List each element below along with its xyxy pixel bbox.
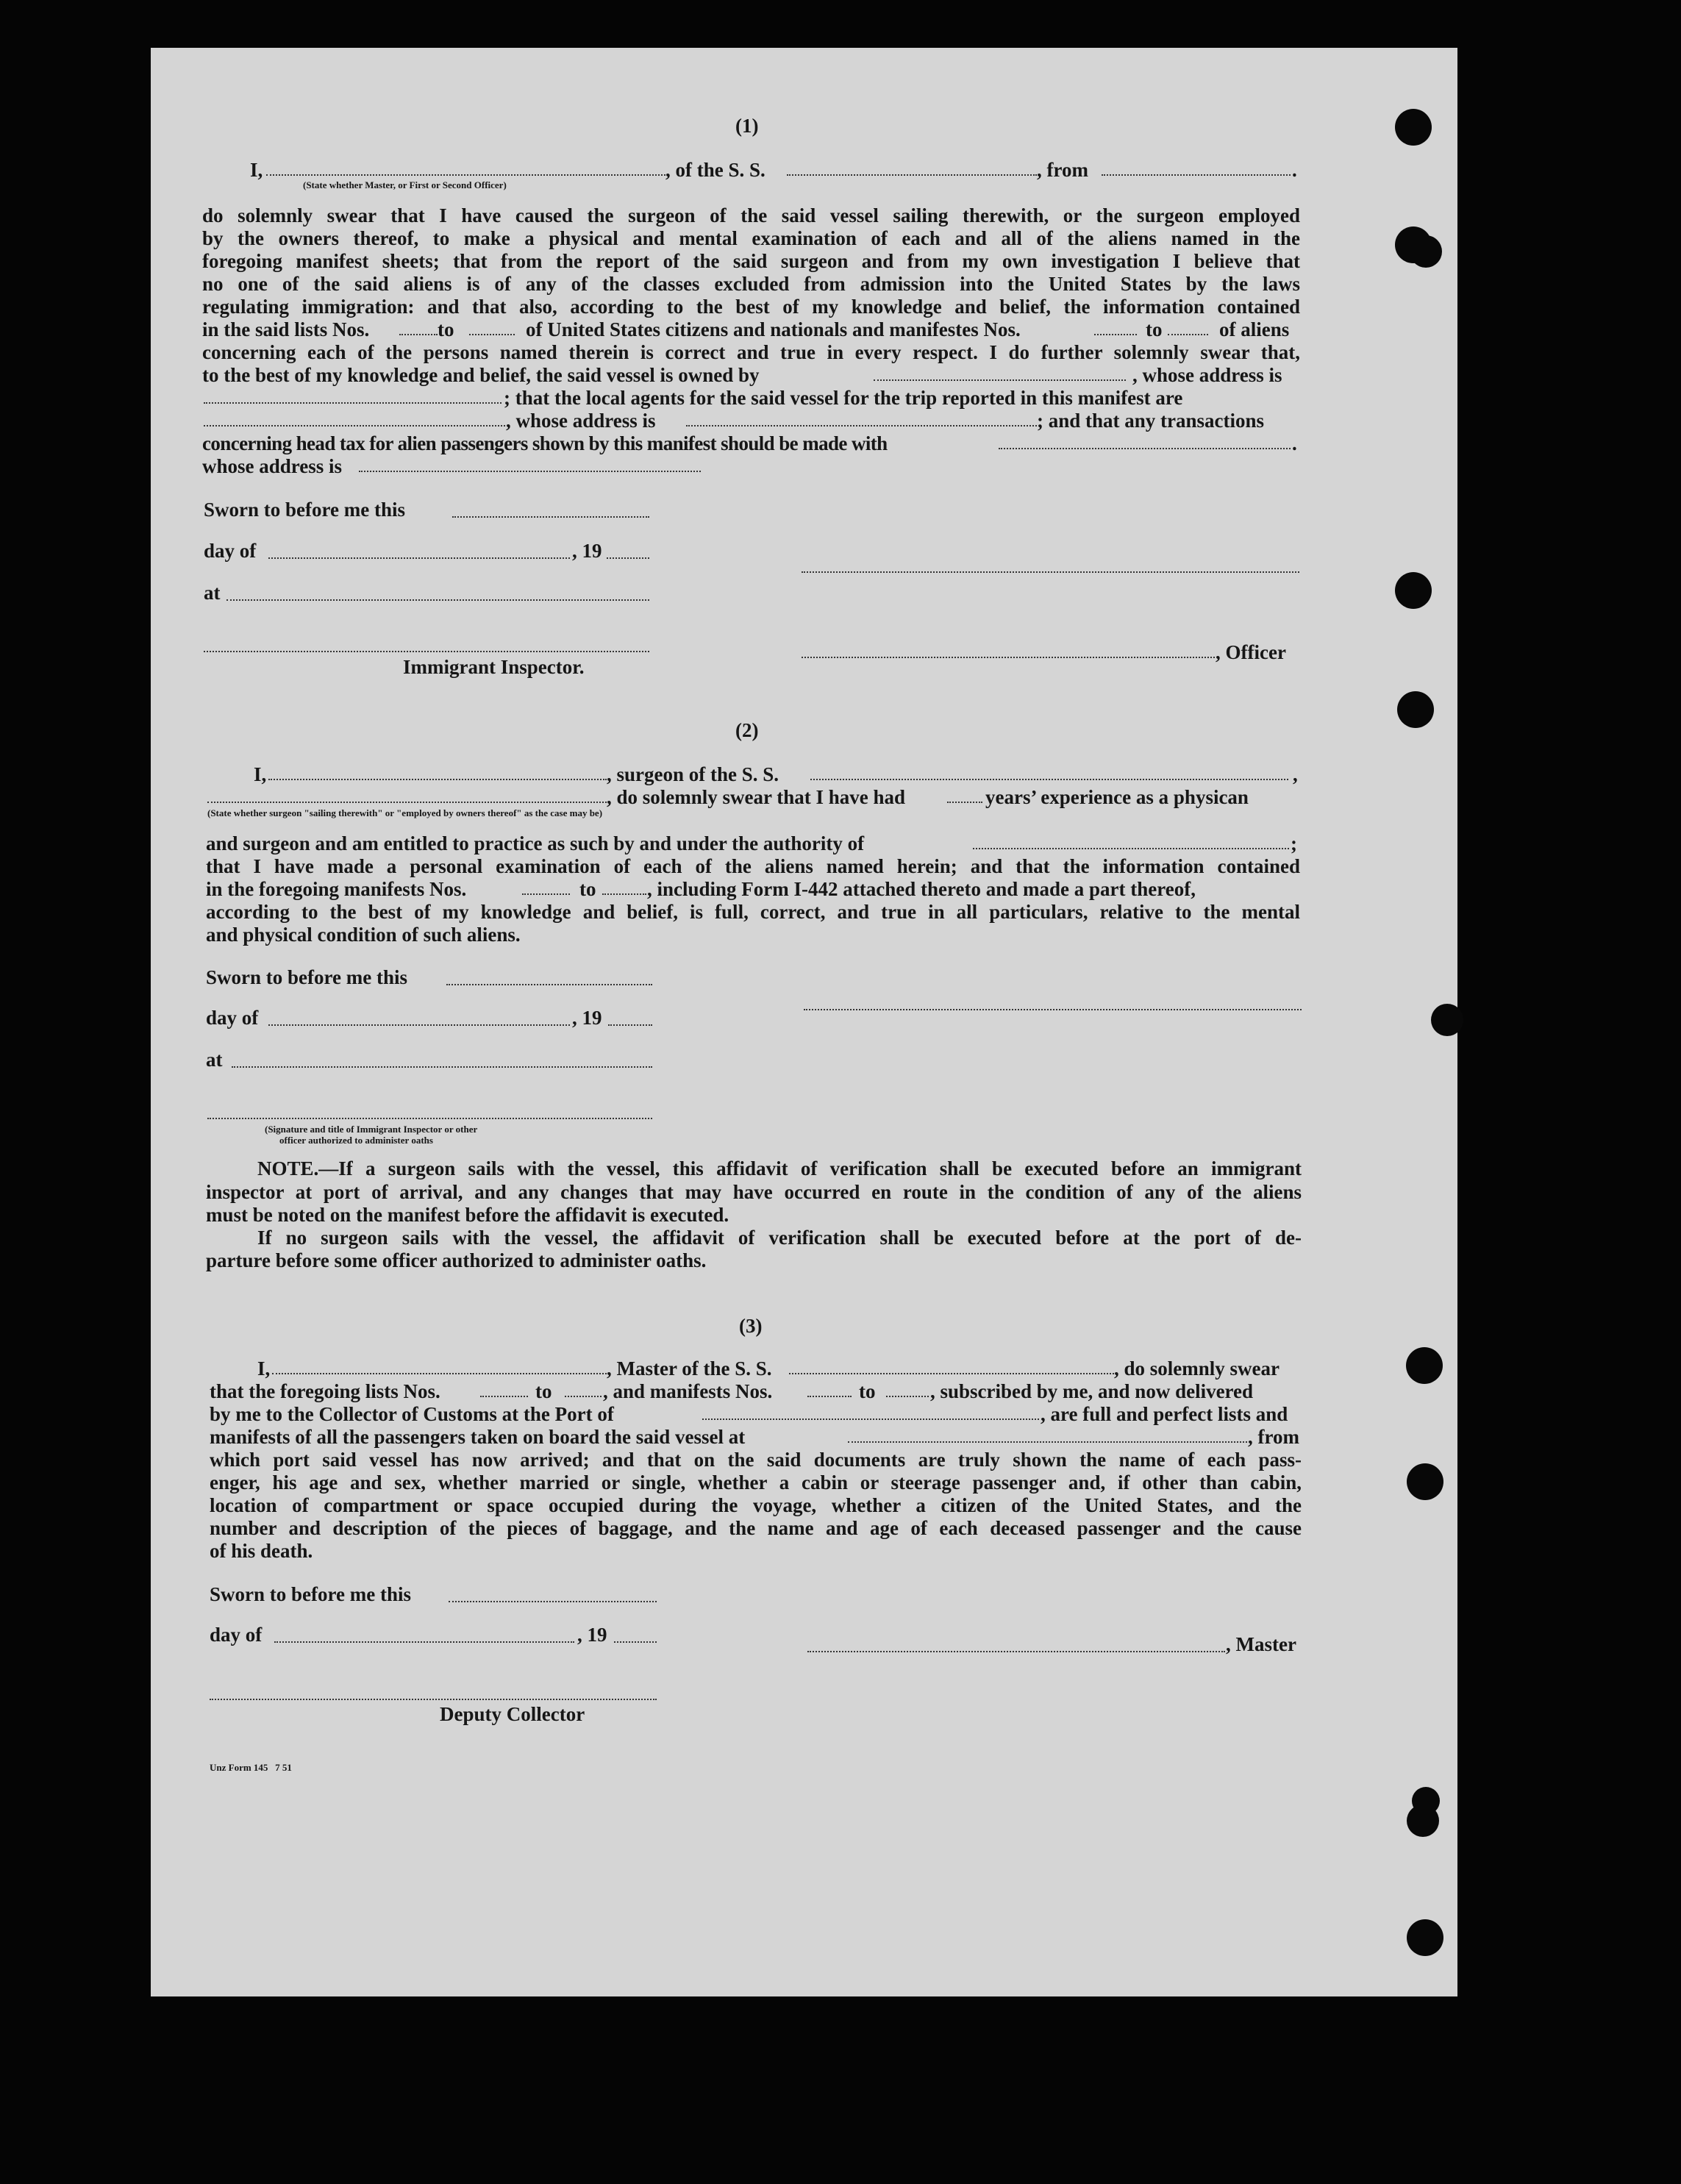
s2-line5-to: to: [579, 878, 596, 900]
s3-line9: of his death.: [210, 1540, 313, 1562]
s3-ship-name-field[interactable]: [789, 1373, 1114, 1374]
s3-month-field[interactable]: [274, 1641, 574, 1643]
s1-day-label: day of: [204, 540, 257, 562]
note-line-1: NOTE.—If a surgeon sails with the vessel, this affidavit of verification shall be executed before an immigrant: [257, 1157, 1302, 1180]
s3-line1-c: , do solemnly swear: [1114, 1357, 1280, 1380]
note-line-4: If no surgeon sails with the vessel, the affidavit of verification shall be executed before at the port of de-: [257, 1227, 1302, 1249]
s2-manifest-to-field[interactable]: [602, 893, 646, 895]
s1-line8: concerning each of the persons named therein is correct and true in every respect. I do further solemnly swear that,: [202, 341, 1300, 363]
s1-year-field[interactable]: [607, 557, 649, 559]
s2-day-label: day of: [206, 1007, 259, 1029]
s2-at-label: at: [206, 1049, 223, 1071]
punch-hole: [1431, 1004, 1463, 1036]
s3-line4-b: , from: [1248, 1426, 1299, 1448]
s2-line1-ship: , surgeon of the S. S.: [607, 763, 779, 785]
s1-line10: ; that the local agents for the said vessel for the trip reported in this manifest are: [504, 387, 1183, 409]
head-tax-contact-field[interactable]: [999, 448, 1291, 449]
contact-address-field[interactable]: [359, 471, 701, 472]
s1-line6: regulating immigration: and that also, according to the best of my knowledge and belief, the information contained: [202, 296, 1300, 318]
s1-at-label: at: [204, 582, 221, 604]
note-line-3: must be noted on the manifest before the affidavit is executed.: [206, 1204, 729, 1226]
master-name-field[interactable]: [272, 1373, 607, 1374]
s3-line3-a: by me to the Collector of Customs at the Port of: [210, 1403, 614, 1425]
s2-year-label: , 19: [572, 1007, 602, 1029]
s1-line9-a: to the best of my knowledge and belief, the said vessel is owned by: [202, 364, 760, 386]
s1-line11-b: ; and that any transactions: [1037, 410, 1265, 432]
s3-sworn-label: Sworn to before me this: [210, 1583, 411, 1605]
surgeon-status-field[interactable]: [207, 802, 607, 803]
s2-inspector-signature-line[interactable]: [207, 1118, 652, 1119]
s2-line6: according to the best of my knowledge and belief, is full, correct, and true in all particulars, relative to the mental: [206, 901, 1300, 923]
punch-hole: [1407, 1919, 1443, 1956]
s1-line7-to: to: [438, 318, 454, 340]
s3-line1-ship: , Master of the S. S.: [607, 1357, 772, 1380]
s3-line5: which port said vessel has now arrived; and that on the said documents are truly shown the name of each pass-: [210, 1449, 1302, 1471]
document-page: [151, 48, 1457, 1996]
vessel-owner-field[interactable]: [874, 379, 1126, 381]
s3-master-signature-line[interactable]: [807, 1651, 1225, 1652]
s1-line3: by the owners thereof, to make a physical and mental examination of each and all of the aliens named in the: [202, 227, 1300, 249]
years-experience-field[interactable]: [947, 802, 982, 803]
s1-sworn-label: Sworn to before me this: [204, 499, 405, 521]
s1-line2: do solemnly swear that I have caused the surgeon of the said vessel sailing therewith, or the surgeon employed: [202, 204, 1300, 226]
s3-manifests-to-field[interactable]: [886, 1396, 929, 1397]
s1-line1-from: , from: [1037, 159, 1088, 181]
s1-officer-label: , Officer: [1216, 641, 1286, 663]
alien-manifest-from-field[interactable]: [1094, 334, 1137, 335]
from-port-field[interactable]: [1102, 174, 1291, 176]
local-agents-field[interactable]: [204, 425, 505, 427]
s3-line2-a: that the foregoing lists Nos.: [210, 1380, 440, 1402]
punch-hole: [1410, 235, 1442, 268]
section-3-heading: (3): [739, 1315, 763, 1337]
s3-line2-to: to: [535, 1380, 552, 1402]
s3-line6: enger, his age and sex, whether married or single, whether a cabin or steerage passenger and, if other than cabin,: [210, 1471, 1302, 1494]
s3-line2-to2: to: [859, 1380, 876, 1402]
section-1-heading: (1): [735, 115, 759, 137]
s1-line11-a: , whose address is: [506, 410, 656, 432]
form-number: Unz Form 145 7 51: [210, 1762, 292, 1773]
s3-year-label: , 19: [577, 1624, 607, 1646]
s3-sworn-date-field[interactable]: [449, 1601, 657, 1602]
s3-line8: number and description of the pieces of baggage, and the name and age of each deceased passenger and the cause: [210, 1517, 1302, 1539]
punch-hole: [1397, 691, 1434, 728]
s3-line2-c: , and manifests Nos.: [603, 1380, 773, 1402]
s2-year-field[interactable]: [608, 1024, 652, 1026]
s1-line13: whose address is: [202, 455, 343, 477]
s3-manifests-from-field[interactable]: [807, 1396, 852, 1397]
punch-hole: [1395, 109, 1432, 146]
s1-line12-a: concerning head tax for alien passengers shown by this manifest should be made with: [202, 432, 888, 454]
s1-line7-to2: to: [1146, 318, 1163, 340]
s3-line2-e: , subscribed by me, and now delivered: [930, 1380, 1254, 1402]
s2-signature-note-1: (Signature and title of Immigrant Inspector or other: [265, 1124, 478, 1135]
s3-year-field[interactable]: [614, 1641, 657, 1643]
s2-line5-a: in the foregoing manifests Nos.: [206, 878, 467, 900]
s1-line4: foregoing manifest sheets; that from the report of the said surgeon and from my own investigation I believe that: [202, 250, 1300, 272]
s2-sworn-date-field[interactable]: [446, 984, 652, 985]
s3-line7: location of compartment or space occupied during the voyage, whether a citizen of the United States, and the: [210, 1494, 1302, 1516]
surgeon-name-field[interactable]: [268, 779, 607, 780]
s1-sworn-date-field[interactable]: [452, 516, 649, 518]
s1-line1-ship: , of the S. S.: [665, 159, 765, 181]
s2-line5-c: , including Form I-442 attached thereto and made a part thereof,: [647, 878, 1196, 900]
owner-address-field[interactable]: [204, 402, 502, 404]
s1-inspector-signature-line[interactable]: [204, 651, 649, 652]
s3-collector-label: Deputy Collector: [440, 1703, 585, 1725]
punch-hole: [1395, 572, 1432, 609]
s1-month-field[interactable]: [268, 557, 570, 559]
s1-place-field[interactable]: [226, 599, 649, 601]
s3-line3-b: , are full and perfect lists and: [1041, 1403, 1288, 1425]
s2-line3-b: ;: [1291, 832, 1297, 854]
s2-line1-i: I,: [254, 763, 267, 785]
s3-master-label: , Master: [1226, 1633, 1296, 1655]
s3-lists-to-field[interactable]: [565, 1396, 602, 1397]
s2-surgeon-signature-line[interactable]: [804, 1009, 1302, 1010]
s2-line4: that I have made a personal examination of each of the aliens named herein; and that the information contained: [206, 855, 1300, 877]
section-2-heading: (2): [735, 719, 759, 741]
s2-line1-comma: ,: [1293, 763, 1298, 785]
s3-line1-i: I,: [257, 1357, 271, 1380]
s3-line4-a: manifests of all the passengers taken on board the said vessel at: [210, 1426, 746, 1448]
s2-line2-a: , do solemnly swear that I have had: [607, 786, 906, 808]
s1-line12-b: .: [1292, 432, 1297, 454]
s1-line1-period: .: [1292, 159, 1297, 181]
citizen-list-to-field[interactable]: [469, 334, 515, 335]
s3-collector-signature-line[interactable]: [210, 1699, 657, 1700]
s2-line3-a: and surgeon and am entitled to practice as such by and under the authority of: [206, 832, 865, 854]
note-line-2: inspector at port of arrival, and any changes that may have occurred en route in the condition of any of the aliens: [206, 1181, 1302, 1203]
agent-address-field[interactable]: [686, 425, 1037, 427]
s3-lists-from-field[interactable]: [480, 1396, 528, 1397]
punch-hole: [1407, 1805, 1439, 1837]
s1-inspector-label: Immigrant Inspector.: [403, 656, 585, 678]
s1-line7-a: in the said lists Nos.: [202, 318, 370, 340]
s1-line7-e: of aliens: [1219, 318, 1290, 340]
s1-year-label: , 19: [572, 540, 602, 562]
officer-rank-field[interactable]: [266, 174, 665, 176]
note-line-5: parture before some officer authorized to administer oaths.: [206, 1249, 707, 1271]
surgeon-status-note: (State whether surgeon "sailing therewith" or "employed by owners thereof" as the case may be): [207, 807, 603, 818]
practice-authority-field[interactable]: [973, 848, 1289, 849]
s1-line1-i: I,: [250, 159, 263, 181]
s3-day-label: day of: [210, 1624, 263, 1646]
s2-sworn-label: Sworn to before me this: [206, 966, 407, 988]
punch-hole: [1406, 1347, 1443, 1384]
s2-manifest-from-field[interactable]: [522, 893, 570, 895]
customs-port-field[interactable]: [702, 1418, 1039, 1420]
s1-line9-b: , whose address is: [1132, 364, 1282, 386]
s1-officer-signature-line-upper[interactable]: [802, 571, 1299, 573]
boarding-port-field[interactable]: [848, 1441, 1247, 1443]
punch-hole: [1407, 1463, 1443, 1500]
officer-rank-note: (State whether Master, or First or Second Officer): [303, 179, 507, 190]
s1-line5: no one of the said aliens is of any of the classes excluded from admission into the United States by the laws: [202, 273, 1300, 295]
alien-manifest-to-field[interactable]: [1168, 334, 1208, 335]
s2-month-field[interactable]: [268, 1024, 570, 1026]
s2-place-field[interactable]: [232, 1066, 652, 1068]
s1-line7-c: of United States citizens and nationals and manifestes Nos.: [526, 318, 1021, 340]
s2-ship-name-field[interactable]: [810, 779, 1288, 780]
s2-signature-note-2: officer authorized to administer oaths: [279, 1135, 433, 1146]
s1-officer-signature-line[interactable]: [802, 657, 1215, 658]
s2-line7: and physical condition of such aliens.: [206, 924, 521, 946]
citizen-list-from-field[interactable]: [399, 334, 438, 335]
s2-line2-b: years’ experience as a physican: [985, 786, 1249, 808]
ship-name-field[interactable]: [787, 174, 1037, 176]
